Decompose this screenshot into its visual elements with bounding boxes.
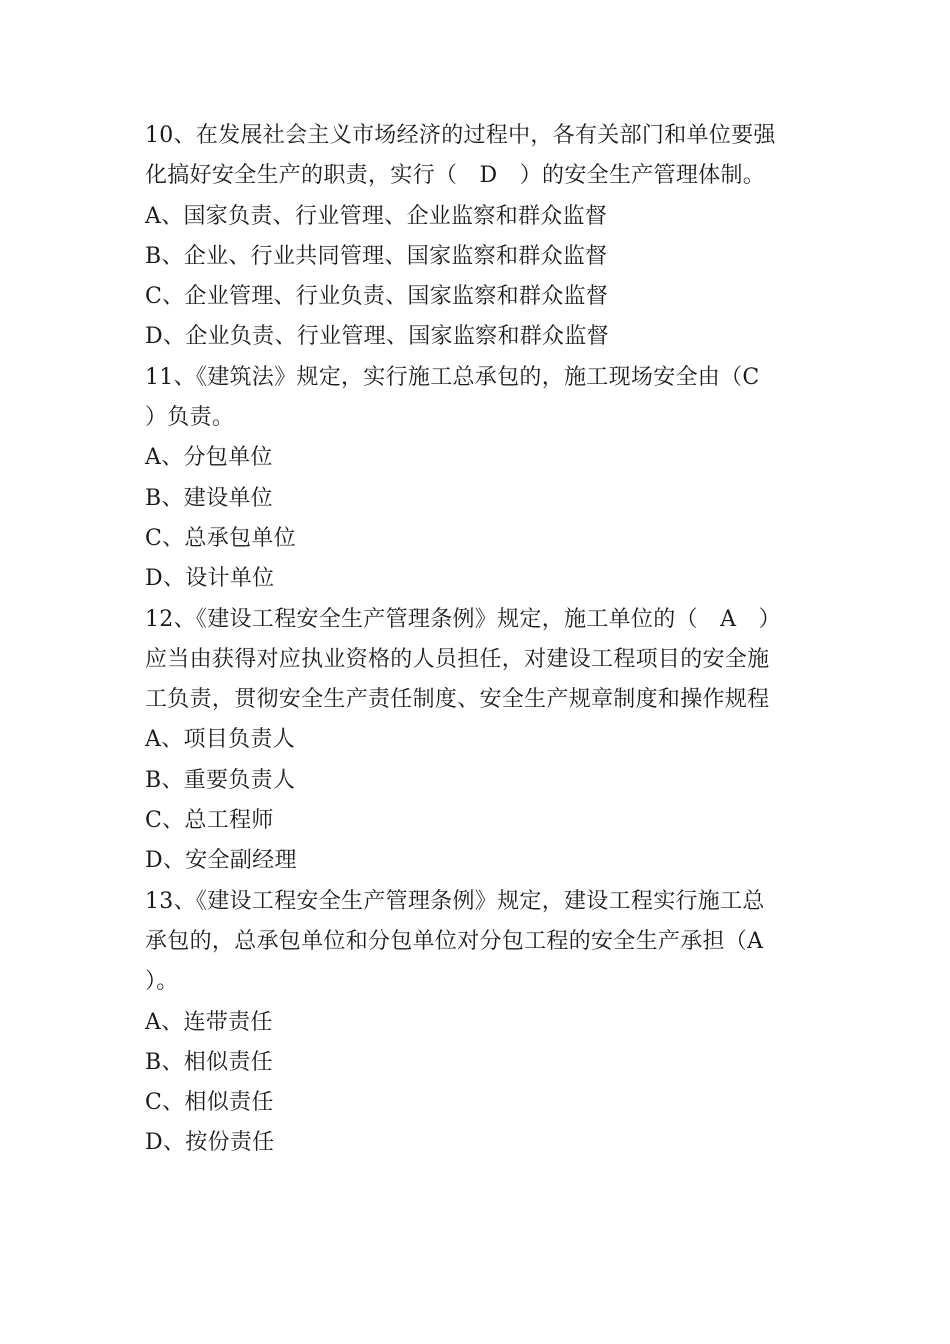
option-c: C、总工程师 xyxy=(145,808,274,834)
option-d: D、企业负责、行业管理、国家监察和群众监督 xyxy=(145,324,609,350)
option-list xyxy=(145,197,805,358)
question-text-line: 10、在发展社会主义市场经济的过程中，各有关部门和单位要强 xyxy=(145,123,776,148)
question-text-line: 13、《建设工程安全生产管理条例》规定，建设工程实行施工总 xyxy=(145,888,765,914)
question-text-line: ）。 xyxy=(145,969,179,995)
option-c: C、企业管理、行业负责、国家监察和群众监督 xyxy=(145,284,609,310)
question-12 xyxy=(145,600,805,882)
option-a: A、国家负责、行业管理、企业监察和群众监督 xyxy=(145,203,608,229)
question-13 xyxy=(145,882,805,1164)
option-b: B、相似责任 xyxy=(145,1049,273,1075)
option-b: B、企业、行业共同管理、国家监察和群众监督 xyxy=(145,243,608,269)
option-a: A、项目负责人 xyxy=(145,727,295,753)
option-list xyxy=(145,720,805,881)
option-a: A、分包单位 xyxy=(145,445,273,471)
option-b: B、重要负责人 xyxy=(145,767,296,793)
option-d: D、按份责任 xyxy=(145,1130,275,1156)
question-list xyxy=(145,116,805,1164)
question-11 xyxy=(145,358,805,600)
option-a: A、连带责任 xyxy=(145,1009,273,1035)
question-text-line: 12、《建设工程安全生产管理条例》规定，施工单位的（ A ） xyxy=(145,606,781,632)
question-text-line: 承包的，总承包单位和分包单位对分包工程的安全生产承担（A xyxy=(145,928,764,954)
option-c: C、相似责任 xyxy=(145,1090,274,1116)
option-list xyxy=(145,438,805,599)
question-text-line: ）负责。 xyxy=(145,405,235,431)
option-d: D、安全副经理 xyxy=(145,848,297,874)
option-b: B、建设单位 xyxy=(145,485,273,511)
option-list xyxy=(145,1003,805,1164)
question-text-line: 工负责，贯彻安全生产责任制度、安全生产规章制度和操作规程 xyxy=(145,687,770,713)
question-text-line: 11、《建筑法》规定，实行施工总承包的，施工现场安全由（C xyxy=(145,364,760,390)
option-d: D、设计单位 xyxy=(145,566,275,592)
question-10 xyxy=(145,116,805,358)
question-text-line: 应当由获得对应执业资格的人员担任，对建设工程项目的安全施 xyxy=(145,646,770,672)
option-c: C、总承包单位 xyxy=(145,525,296,551)
question-text-line: 化搞好安全生产的职责，实行（ D ）的安全生产管理体制。 xyxy=(145,163,766,189)
